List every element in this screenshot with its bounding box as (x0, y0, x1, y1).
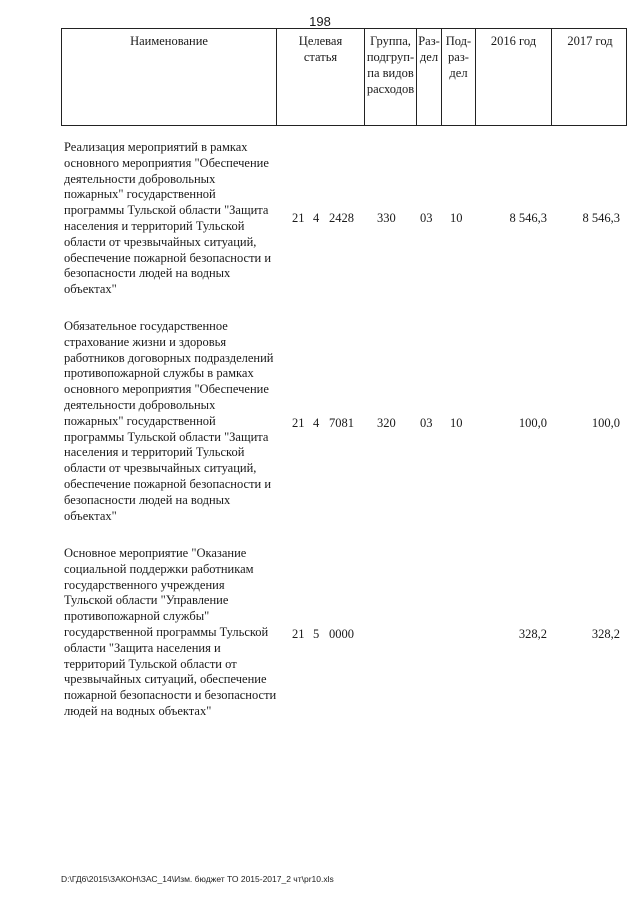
article-program-code: 21 (292, 211, 305, 225)
header-year-2016 (476, 29, 552, 125)
page-number: 198 (309, 14, 331, 29)
article-subprogram-code: 4 (313, 416, 320, 430)
subsection-code: 10 (450, 416, 463, 430)
row-name-line: Тульской области "Управление (64, 593, 229, 608)
article-direction-code: 2428 (329, 211, 354, 225)
header-group-line: Группа, (370, 34, 411, 48)
header-subsection-line: Под- (445, 34, 472, 48)
expense-group-code: 330 (377, 211, 396, 225)
row-name-line: программы Тульской области "Защита (64, 429, 269, 444)
row-name-line: области от чрезвычайных ситуаций, (64, 234, 257, 249)
header-section-line: дел (419, 50, 439, 64)
row-name-line: социальной поддержки работникам (64, 561, 254, 576)
article-program-code: 21 (292, 416, 305, 430)
section-code: 03 (420, 211, 433, 225)
header-year-2017 (552, 29, 628, 125)
article-subprogram-code: 4 (313, 211, 320, 225)
row-name-line: программы Тульской области "Защита (64, 203, 269, 218)
header-target-line: Целевая (298, 34, 343, 48)
row-name-line: государственного учреждения (64, 577, 225, 592)
value-2016: 328,2 (518, 627, 547, 641)
expense-group-code: 320 (377, 416, 396, 430)
header-group-line: па видов (367, 66, 414, 80)
row-name-line: безопасности людей на водных (64, 492, 231, 507)
header-group-line: расходов (366, 82, 415, 96)
row-name-line: объектах" (64, 508, 117, 523)
header-name-label: Наименование (130, 34, 208, 48)
row-name-line: деятельности добровольных (64, 171, 216, 186)
article-subprogram-code: 5 (313, 627, 320, 641)
row-name-line: государственной программы Тульской (64, 624, 269, 639)
row-name-line: пожарных" государственной (64, 413, 216, 428)
header-subsection-line: дел (449, 66, 468, 80)
row-name-line: чрезвычайных ситуаций, обеспечение (64, 672, 267, 687)
row-name-line: людей на водных объектах" (64, 703, 212, 718)
row-name-line: Основное мероприятие "Оказание (64, 546, 247, 560)
header-section (417, 29, 442, 125)
header-subsection (442, 29, 476, 125)
header-target-line: статья (303, 50, 338, 64)
row-name-line: области "Защита населения и (64, 640, 221, 655)
header-subsection-line: раз- (448, 50, 469, 64)
header-section-line: Раз- (418, 34, 440, 48)
row-name-line: работников договорных подразделений (64, 350, 274, 365)
row-name-line: территорий Тульской области от (64, 656, 237, 671)
row-name-line: основного мероприятия "Обеспечение (64, 155, 269, 170)
row-name-line: обеспечение пожарной безопасности и (64, 476, 272, 491)
row-name (64, 140, 284, 298)
row-name (64, 546, 284, 720)
row-name-line: Реализация мероприятий в рамках (64, 140, 248, 154)
header-group-line: подгруп- (366, 50, 415, 64)
row-name-line: противопожарной службы в рамках (64, 366, 254, 381)
row-name-line: населения и территорий Тульской (64, 445, 245, 460)
value-2017: 100,0 (591, 416, 620, 430)
section-code: 03 (420, 416, 433, 430)
header-name (62, 29, 277, 125)
row-name-line: Обязательное государственное (64, 319, 228, 333)
table-header (61, 28, 627, 126)
row-name-line: основного мероприятия "Обеспечение (64, 382, 269, 397)
header-target-article (277, 29, 365, 125)
article-direction-code: 7081 (329, 416, 354, 430)
row-name-line: безопасности людей на водных (64, 266, 231, 281)
row-name-line: пожарной безопасности и безопасности (64, 688, 277, 703)
value-2016: 8 546,3 (509, 211, 547, 225)
header-expense-group (365, 29, 417, 125)
article-program-code: 21 (292, 627, 305, 641)
row-name (64, 319, 284, 524)
article-direction-code: 0000 (329, 627, 354, 641)
value-2017: 328,2 (591, 627, 620, 641)
row-name-line: населения и территорий Тульской (64, 218, 245, 233)
row-name-line: обеспечение пожарной безопасности и (64, 250, 272, 265)
header-year-2016-label: 2016 год (490, 34, 537, 48)
row-name-line: противопожарной службы" (64, 609, 210, 624)
value-2017: 8 546,3 (582, 211, 620, 225)
row-name-line: пожарных" государственной (64, 187, 216, 202)
row-name-line: объектах" (64, 282, 117, 297)
file-path-footer: D:\ГД6\2015\ЗАКОН\ЗАС_14\Изм. бюджет ТО 2015-2017_2 чт\pr10.xls (61, 874, 334, 884)
row-name-line: деятельности добровольных (64, 397, 216, 412)
header-year-2017-label: 2017 год (567, 34, 613, 48)
value-2016: 100,0 (518, 416, 547, 430)
row-name-line: области от чрезвычайных ситуаций, (64, 461, 257, 476)
row-name-line: страхование жизни и здоровья (64, 334, 227, 349)
subsection-code: 10 (450, 211, 463, 225)
